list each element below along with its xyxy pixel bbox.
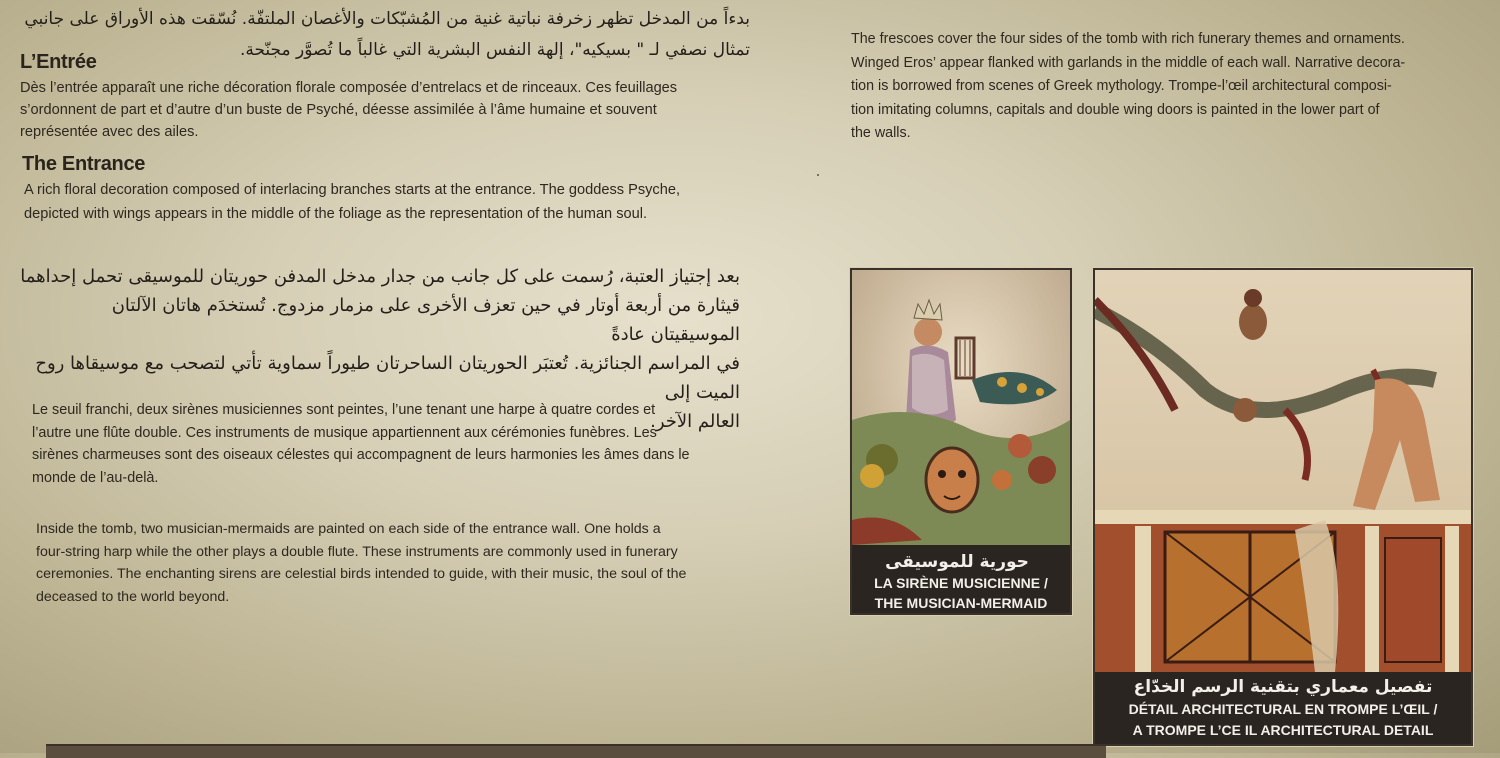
architectural-detail-caption (1095, 672, 1471, 744)
entree-paragraph (20, 77, 750, 143)
sirens-en-line-3: ceremonies. The enchanting sirens are celestial birds intended to guide, with their music, the soul of the (36, 566, 687, 582)
frescoes-en-line-5: the walls. (851, 125, 911, 141)
frescoes-en-line-1: The frescoes cover the four sides of the tomb with rich funerary themes and ornaments. (851, 31, 1405, 47)
sirenes-fr-paragraph (32, 399, 747, 489)
sirenes-fr-line-2: l’autre une flûte double. Ces instruments de musique appartiennent aux cérémonies funèbres. Les (32, 424, 657, 441)
arabic-intro-text (20, 4, 750, 66)
caption-fr: LA SIRÈNE MUSICIENNE / (874, 575, 1048, 591)
sirens-en-line-1: Inside the tomb, two musician-mermaids are painted on each side of the entrance wall. One holds a (36, 521, 661, 537)
entrance-line-2: depicted with wings appears in the middle of the foliage as the representation of the human soul. (24, 206, 648, 222)
sirens-en-line-4: deceased to the world beyond. (36, 588, 230, 605)
arabic-sirens-line-3: في المراسم الجنائزية. تُعتبَر الحوريتان الساحرتان طيوراً سماوية تأتي لتصحب مع موسيقاها روح الميت إلى (35, 353, 740, 403)
entree-line-3: représentée avec des ailes. (20, 124, 199, 140)
arabic-intro-line-1: بدءاً من المدخل تظهر زخرفة نباتية غنية من المُشبّكات والأغصان الملتفّة. نُسّقت هذه الأوراق على جانبي (24, 9, 750, 29)
caption-en: A TROMPE L’CE IL ARCHITECTURAL DETAIL (1132, 722, 1434, 738)
speck (817, 174, 819, 176)
entrance-heading: The Entrance (22, 153, 146, 175)
arabic-sirens-line-1: بعد إجتياز العتبة، رُسمت على كل جانب من جدار مدخل المدفن حوريتان للموسيقى تحمل إحداهما (20, 266, 740, 287)
frescoes-en-line-2: Winged Eros’ appear flanked with garlands in the middle of each wall. Narrative decora- (851, 54, 1406, 71)
arabic-sirens-line-4: العالم الآخر. (650, 411, 740, 432)
frescoes-en-line-3: tion is borrowed from scenes of Greek mythology. Trompe-l’œil architectural composi- (851, 78, 1392, 94)
musician-mermaid-fresco-image (852, 270, 1070, 545)
musician-mermaid-photo (850, 268, 1072, 615)
entrance-paragraph (24, 178, 754, 226)
caption-en: THE MUSICIAN-MERMAID (874, 595, 1048, 611)
sirenes-fr-line-4: monde de l’au-delà. (32, 469, 159, 486)
entree-line-2: s’ordonnent de part et d’autre d’un buste de Psyché, déesse assimilée à l’âme humaine et souvent (20, 102, 657, 118)
entree-line-1: Dès l’entrée apparaît une riche décoration florale composée d’entrelacs et de rinceaux. Ces feuillages (20, 80, 678, 96)
caption-ar: تفصيل معماري بتقنية الرسم الخدّاع (1133, 677, 1433, 697)
frescoes-en-line-4: tion imitating columns, capitals and double wing doors is painted in the lower part of (851, 101, 1380, 118)
panel-bottom-edge (46, 744, 1106, 758)
sirenes-fr-line-1: Le seuil franchi, deux sirènes musiciennes sont peintes, l’une tenant une harpe à quatre cordes et (32, 402, 656, 418)
arabic-sirens-line-2: قيثارة من أربعة أوتار في حين تعزف الأخرى على مزمار مزدوج. تُستخدَم هاتان الآلتان الموسيقيتان عادةً (111, 295, 740, 345)
musician-mermaid-caption (852, 545, 1070, 613)
sirens-en-paragraph (36, 518, 751, 608)
sirenes-fr-line-3: sirènes charmeuses sont des oiseaux célestes qui accompagnent de leurs harmonies les âmes dans le (32, 447, 690, 463)
architectural-detail-photo (1093, 268, 1473, 746)
sirens-en-line-2: four-string harp while the other plays a double flute. These instruments are commonly used in funerary (36, 543, 678, 560)
entree-heading: L’Entrée (20, 51, 97, 73)
caption-ar: حورية للموسيقى (885, 552, 1029, 572)
caption-fr: DÉTAIL ARCHITECTURAL EN TROMPE L’ŒIL / (1128, 701, 1438, 717)
architectural-fresco-image (1095, 270, 1471, 672)
frescoes-en-paragraph (851, 28, 1491, 146)
entrance-line-1: A rich floral decoration composed of interlacing branches starts at the entrance. The goddess Psyche, (24, 182, 681, 198)
arabic-intro-line-2: تمثال نصفي لـ " بسيكيه"، إلهة النفس البشرية التي غالباً ما تُصوَّر مجنّحة. (239, 40, 750, 60)
